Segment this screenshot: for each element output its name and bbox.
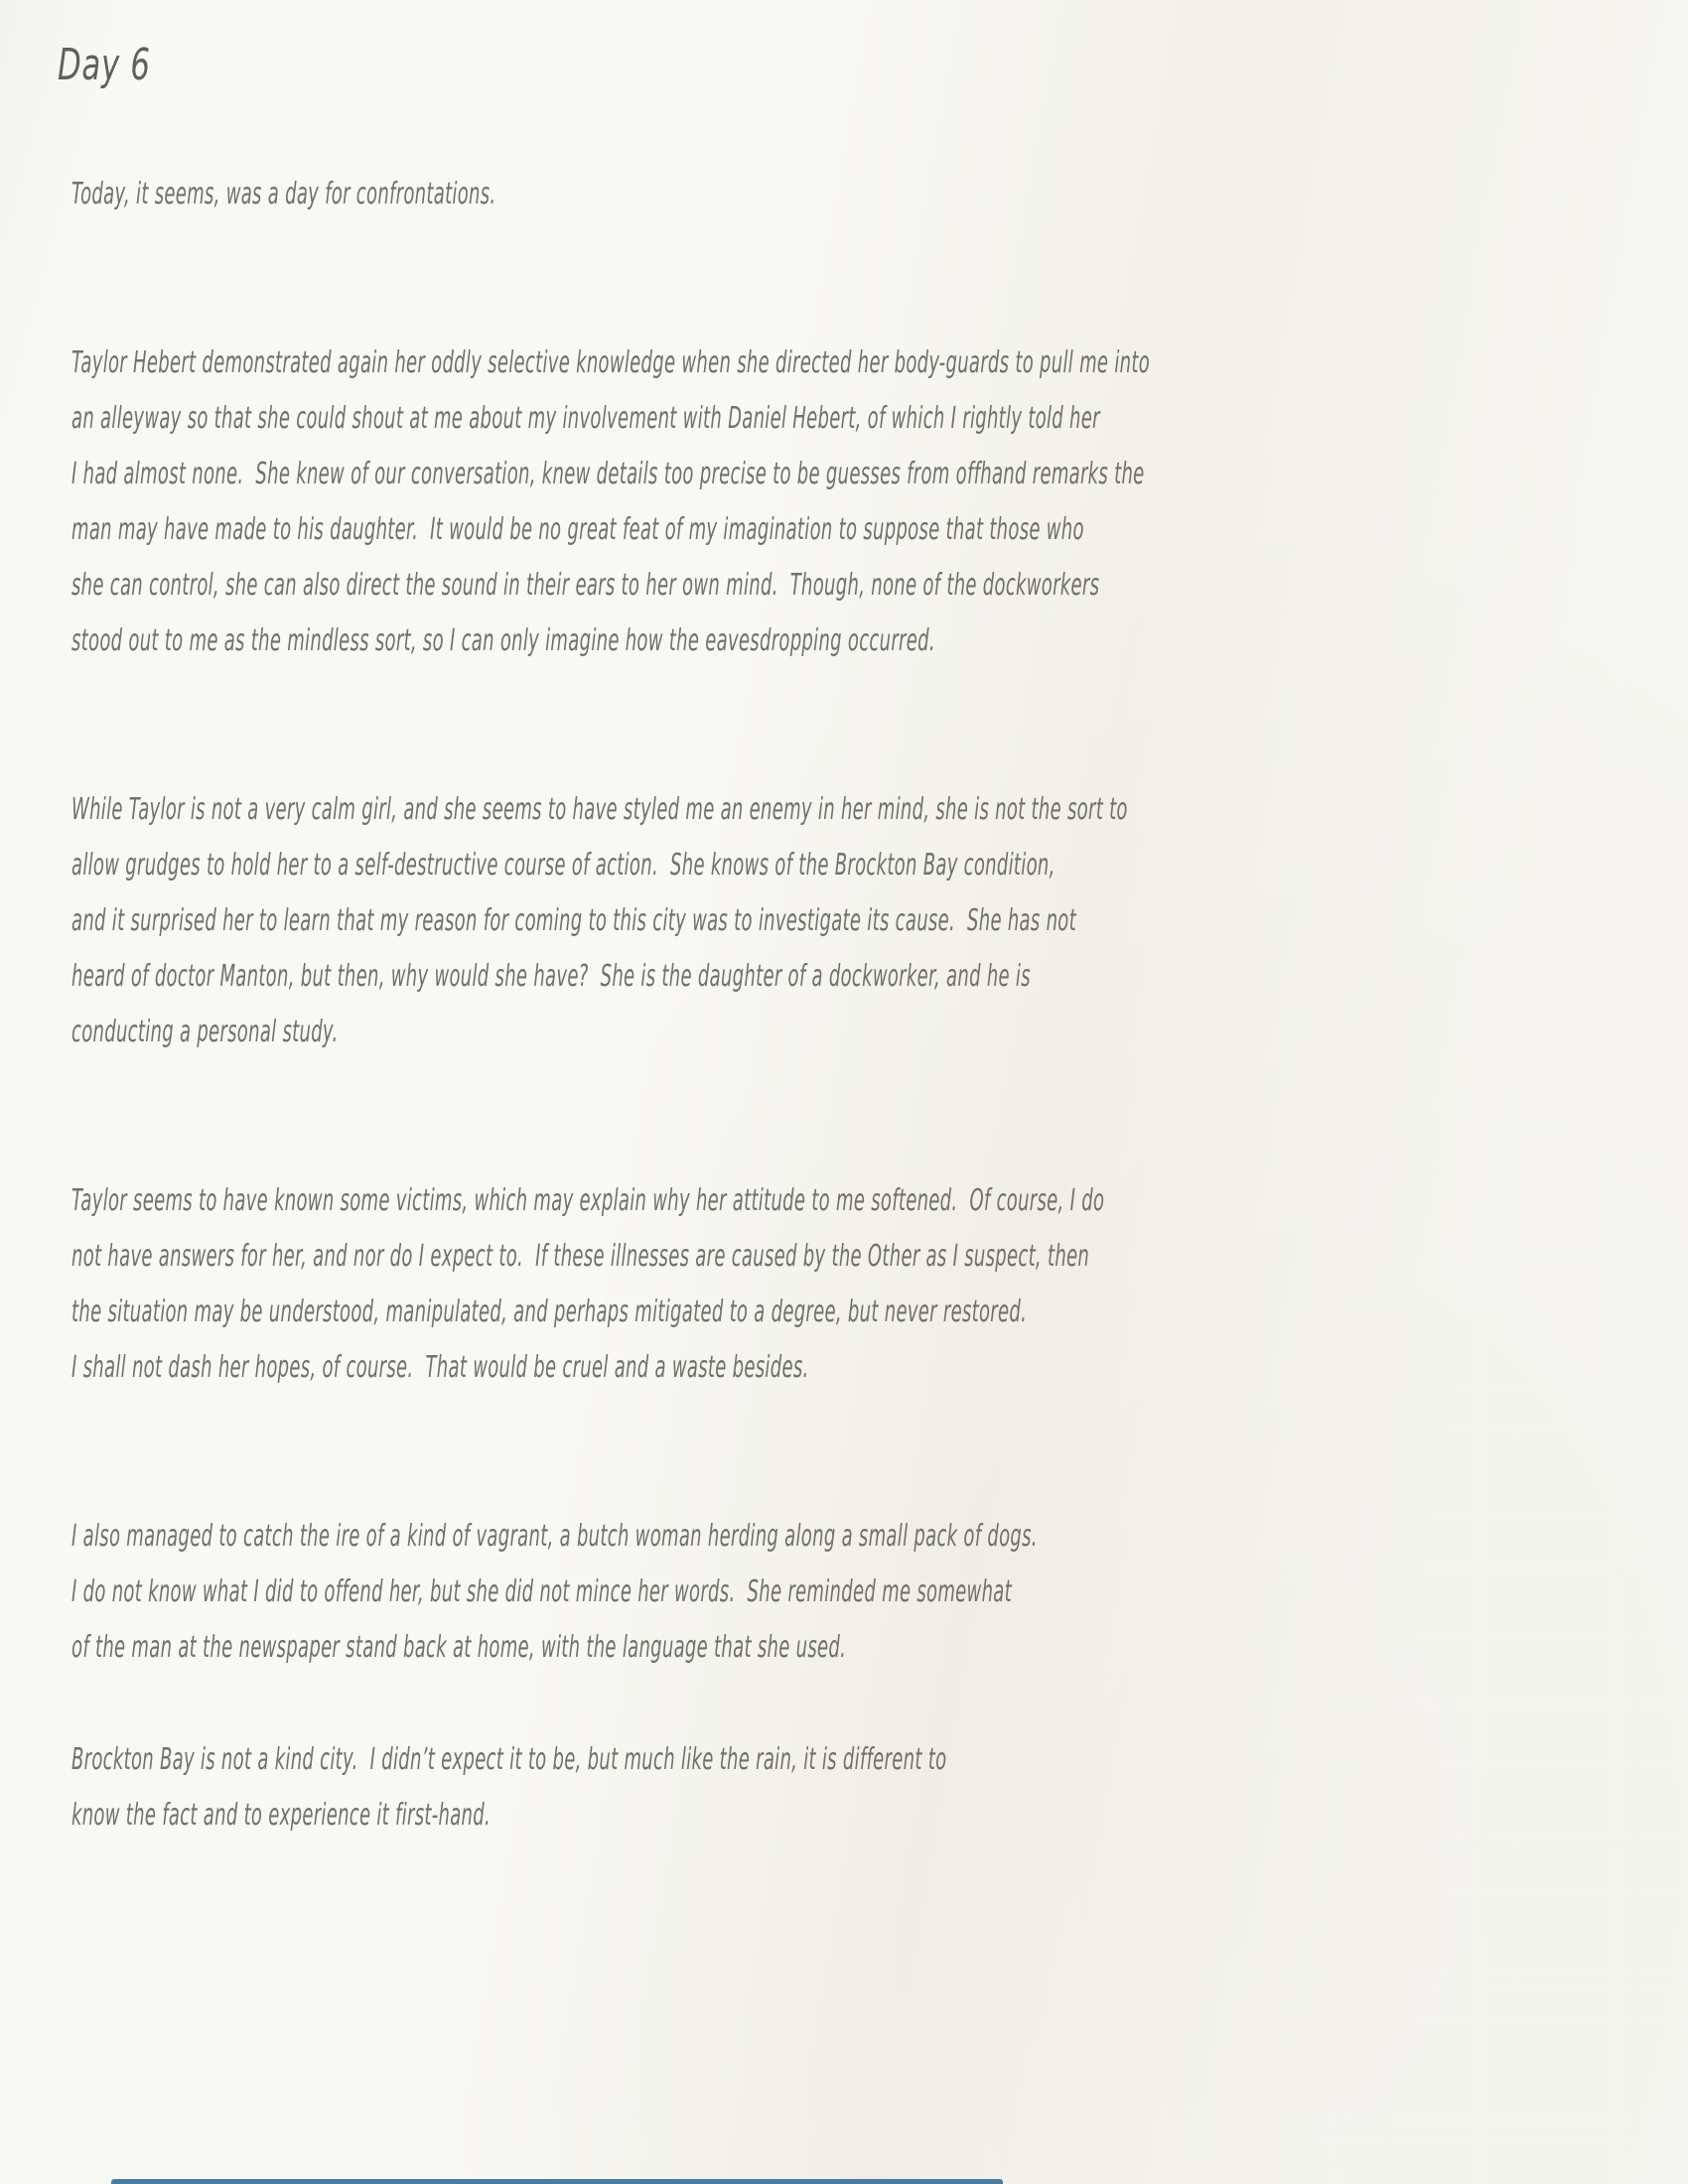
- paragraph: [71, 1732, 1688, 1843]
- journal-line: an alleyway so that she could shout at me about my involvement with Daniel Hebert, of which I rightly told her: [71, 401, 1100, 436]
- page-title: Day 6: [58, 40, 151, 90]
- journal-line: conducting a personal study.: [71, 1015, 339, 1049]
- journal-line: allow grudges to hold her to a self-destructive course of action. She knows of the Brockton Bay condition,: [71, 848, 1055, 883]
- journal-line: of the man at the newspaper stand back at home, with the language that she used.: [71, 1630, 847, 1665]
- journal-line: I do not know what I did to offend her, but she did not mince her words. She reminded me somewhat: [71, 1574, 1012, 1609]
- journal-line: not have answers for her, and nor do I expect to. If these illnesses are caused by the Other as I suspect, then: [71, 1239, 1090, 1274]
- journal-line: Taylor Hebert demonstrated again her oddly selective knowledge when she directed her body-guards to pull me into: [71, 345, 1151, 380]
- journal-line: know the fact and to experience it first-hand.: [71, 1798, 492, 1833]
- paragraph: [71, 782, 1688, 1060]
- journal-line: While Taylor is not a very calm girl, and she seems to have styled me an enemy in her mind, she is not the sort to: [71, 792, 1128, 827]
- horizontal-scrollbar-thumb[interactable]: [111, 2179, 1003, 2184]
- journal-line: man may have made to his daughter. It would be no great feat of my imagination to suppose that those who: [71, 512, 1084, 547]
- paragraph: [71, 1509, 1688, 1676]
- paragraph: [71, 336, 1688, 669]
- journal-line: I also managed to catch the ire of a kind of vagrant, a butch woman herding along a small pack of dogs.: [71, 1519, 1038, 1554]
- journal-line: I shall not dash her hopes, of course. That would be cruel and a waste besides.: [71, 1350, 809, 1385]
- journal-line: the situation may be understood, manipulated, and perhaps mitigated to a degree, but never restored.: [71, 1295, 1028, 1329]
- journal-line: stood out to me as the mindless sort, so I can only imagine how the eavesdropping occurred.: [71, 623, 935, 658]
- paragraph: [71, 167, 1688, 222]
- journal-line: and it surprised her to learn that my reason for coming to this city was to investigate its cause. She has not: [71, 903, 1076, 938]
- journal-line: I had almost none. She knew of our conversation, knew details too precise to be guesses from offhand remarks the: [71, 457, 1145, 491]
- journal-line: she can control, she can also direct the sound in their ears to her own mind. Though, none of the dockworkers: [71, 568, 1100, 603]
- journal-line: Taylor seems to have known some victims, which may explain why her attitude to me softened. Of course, I do: [71, 1183, 1105, 1218]
- journal-text-column: [71, 167, 1688, 1843]
- journal-line: heard of doctor Manton, but then, why would she have? She is the daughter of a dockworker, and he is: [71, 959, 1031, 994]
- journal-line: Today, it seems, was a day for confrontations.: [71, 177, 496, 211]
- paragraph: [71, 1173, 1688, 1396]
- journal-line: Brockton Bay is not a kind city. I didn’t expect it to be, but much like the rain, it is different to: [71, 1742, 947, 1777]
